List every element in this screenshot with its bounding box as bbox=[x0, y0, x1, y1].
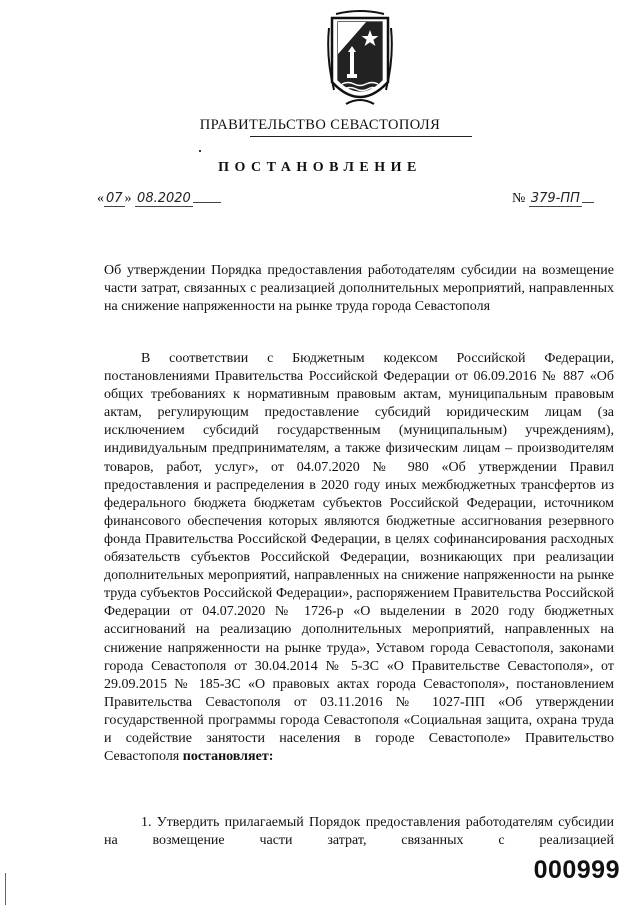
scan-edge-mark bbox=[5, 873, 6, 905]
preamble-text: В соответствии с Бюджетным кодексом Российской Федерации, постановлениями Правительства Российской Федерации от 06.09.2016 № 887 «Об общих требованиях к нормативным правовым актам, муниципальным правовым актам, регулирующим предоставление субсидий юридическим лицам (за исключением субсидий государственным (муниципальным) учреждениям), индивидуальным предпринимателям, а также физическим лицам – производителям товаров, работ, услуг», от 04.07.2020 № 980 «Об утверждении Правил предоставления и распределения в 2020 году иных межбюджетных трансфертов из федерального бюджета бюджетам субъектов Российской Федерации, источником финансового обеспечения которых являются бюджетные ассигнования резервного фонда Правительства Российской Федерации, в целях софинансирования расходных обязательств субъектов Российской Федерации, возникающих при реализации дополнительных мероприятий, направленных на снижение напряженности на рынке труда субъектов Российской Федерации», распоряжением Правительства Российской Федерации от 04.07.2020 № 1726-р «О выделении в 2020 году бюджетных ассигнований на реализацию дополнительных мероприятий, направленных на снижение напряженности на рынке труда», Уставом города Севастополя, законами города Севастополя от 30.04.2014 № 5-ЗС «О Правительстве Севастополя», от 29.09.2015 № 185-ЗС «О правовых актах города Севастополя», постановлением Правительства Севастополя от 03.11.2016 № 1027-ПП «Об утверждении государственной программы города Севастополя «Социальная защита, охрана труда и содействие занятости населения в городе Севастополе» Правительство Севастополя bbox=[104, 351, 614, 765]
header-rule bbox=[250, 136, 472, 137]
government-name: ПРАВИТЕЛЬСТВО СЕВАСТОПОЛЯ bbox=[199, 117, 441, 133]
resolve-word: постановляет: bbox=[182, 749, 274, 765]
document-date bbox=[97, 190, 221, 207]
preamble-paragraph bbox=[104, 350, 614, 766]
sevastopol-coat-of-arms-icon bbox=[326, 8, 394, 108]
serial-number: 000999 bbox=[533, 856, 620, 884]
number-value: 379-ПП bbox=[530, 191, 580, 206]
date-underline bbox=[193, 190, 221, 203]
document-type-title: ПОСТАНОВЛЕНИЕ bbox=[218, 160, 422, 175]
document-subject: Об утверждении Порядка предоставления работодателям субсидии на возмещение части затрат, связанных с реализацией дополнительных мероприятий, направленных на снижение напряженности на рынке труда города Севастополя bbox=[104, 263, 614, 315]
date-day: 07 bbox=[106, 191, 123, 206]
point-1-paragraph: 1. Утвердить прилагаемый Порядок предоставления работодателям субсидии на возмещение части затрат, связанных с реализацией bbox=[104, 815, 614, 849]
number-underline bbox=[582, 190, 594, 203]
scan-speck bbox=[199, 150, 201, 152]
date-month-year: 08.2020 bbox=[137, 191, 191, 206]
date-close-quote: » bbox=[124, 191, 132, 206]
document-number bbox=[512, 190, 594, 207]
date-open-quote: « bbox=[97, 191, 104, 206]
number-prefix: № bbox=[512, 191, 526, 206]
